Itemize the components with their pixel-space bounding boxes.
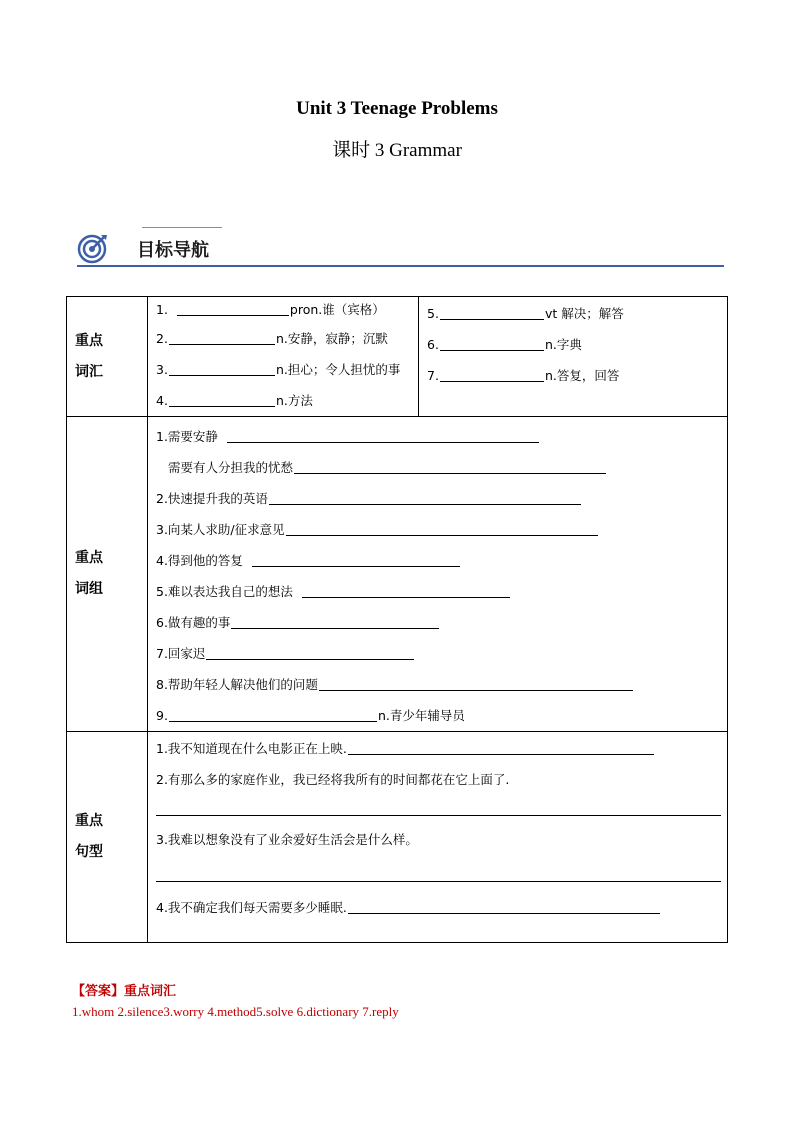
answer-blank[interactable] [169,391,275,407]
vocab-left-cell [148,297,419,417]
phrases-row [67,417,728,732]
section-decor-line [142,227,222,228]
phrase-item [148,607,727,638]
answer-blank[interactable] [440,304,544,320]
phrase-text: 8.帮助年轻人解决他们的问题 [156,677,318,692]
phrase-item [148,514,727,545]
vocab-item [419,329,727,360]
vocab-num: 3. [156,362,168,377]
answer-blank[interactable] [169,329,275,345]
sentences-cell [148,732,728,943]
sentences-category-cell [67,732,148,943]
phrase-text: 4.得到他的答复 [156,553,243,568]
phrase-item [148,452,727,483]
vocab-num: 6. [427,337,439,352]
phrase-item [148,483,727,514]
answer-blank[interactable] [302,582,510,598]
vocab-num: 4. [156,393,168,408]
answer-blank[interactable] [231,613,439,629]
vocab-row [67,297,728,417]
answer-line[interactable] [156,871,721,882]
vocab-num: 7. [427,368,439,383]
answer-blank[interactable] [348,739,654,755]
phrase-text: 1.需要安静 [156,429,218,444]
phrase-meaning: n.青少年辅导员 [377,708,465,723]
vocab-meaning: n.担心；令人担忧的事 [275,362,401,377]
phrase-text: 5.难以表达我自己的想法 [156,584,293,599]
answer-section: 重点词汇 [124,984,177,999]
answer-heading [72,980,176,999]
phrase-text: 7.回家迟 [156,646,206,661]
phrase-item [148,576,727,607]
answer-text: 1.whom 2.silence3.worry 4.method5.solve 6.dictionary 7.reply [72,1004,399,1019]
sentence-text: 3.我难以想象没有了业余爱好生活会是什么样。 [156,832,418,847]
sentence-item [148,824,727,855]
section-underline [77,265,724,267]
phrases-category-cell [67,417,148,732]
vocab-category-line2: 词汇 [75,363,103,380]
phrase-text: 2.快速提升我的英语 [156,491,268,506]
answer-blank[interactable] [227,427,539,443]
worksheet-table [66,296,728,943]
vocab-num: 1. [156,302,168,317]
phrase-item [148,638,727,669]
answer-blank[interactable] [440,335,544,351]
answer-blank[interactable] [348,898,660,914]
sentence-text: 2.有那么多的家庭作业，我已经将我所有的时间都花在它上面了. [156,772,510,787]
answer-blank[interactable] [269,489,581,505]
sentences-category-line1: 重点 [75,813,103,829]
vocab-meaning: pron.谁（宾格） [289,302,385,317]
answer-blank[interactable] [294,458,606,474]
vocab-meaning: n.安静，寂静；沉默 [275,331,388,346]
phrases-category-line1: 重点 [75,550,103,566]
answer-blank[interactable] [286,520,598,536]
answer-label: 【答案】 [72,984,125,999]
vocab-item [148,385,418,416]
answer-blank[interactable] [177,300,289,316]
vocab-num: 5. [427,306,439,321]
sentences-category-line2: 句型 [75,844,103,860]
phrases-cell [148,417,728,732]
phrase-text: 6.做有趣的事 [156,615,231,630]
vocab-category-line1: 重点 [75,332,103,349]
page-title: Unit 3 Teenage Problems [296,98,498,119]
vocab-meaning: vt 解决；解答 [544,306,624,321]
vocab-meaning: n.字典 [544,337,582,352]
vocab-num: 2. [156,331,168,346]
section-heading: 目标导航 [137,240,209,261]
answer-blank[interactable] [440,366,544,382]
page-subtitle: 课时 3 Grammar [332,140,462,161]
answer-blank[interactable] [252,551,460,567]
sentence-item [148,733,727,764]
answer-line[interactable] [156,805,721,816]
answer-blank[interactable] [206,644,414,660]
sentence-item [148,764,727,795]
answer-blank[interactable] [169,706,377,722]
vocab-right-cell [419,297,728,417]
phrase-text: 9. [156,708,168,723]
sentences-row [67,732,728,943]
phrase-text: 3.向某人求助/征求意见 [156,522,285,537]
sentence-item [148,892,727,923]
phrase-item [148,669,727,700]
answer-blank[interactable] [169,360,275,376]
answer-blank[interactable] [319,675,633,691]
vocab-item [148,297,418,323]
phrase-item [148,421,727,452]
phrase-item [148,700,727,731]
vocab-meaning: n.方法 [275,393,313,408]
vocab-item [419,298,727,329]
vocab-category-cell [67,297,148,417]
vocab-meaning: n.答复，回答 [544,368,620,383]
vocab-item [148,354,418,385]
phrase-item [148,545,727,576]
vocab-item [148,323,418,354]
phrase-text: 需要有人分担我的忧愁 [168,460,294,475]
sentence-text: 4.我不确定我们每天需要多少睡眠. [156,900,347,915]
sentence-text: 1.我不知道现在什么电影正在上映. [156,741,347,756]
vocab-item [419,360,727,391]
phrases-category-line2: 词组 [75,581,103,597]
target-icon [77,232,109,264]
